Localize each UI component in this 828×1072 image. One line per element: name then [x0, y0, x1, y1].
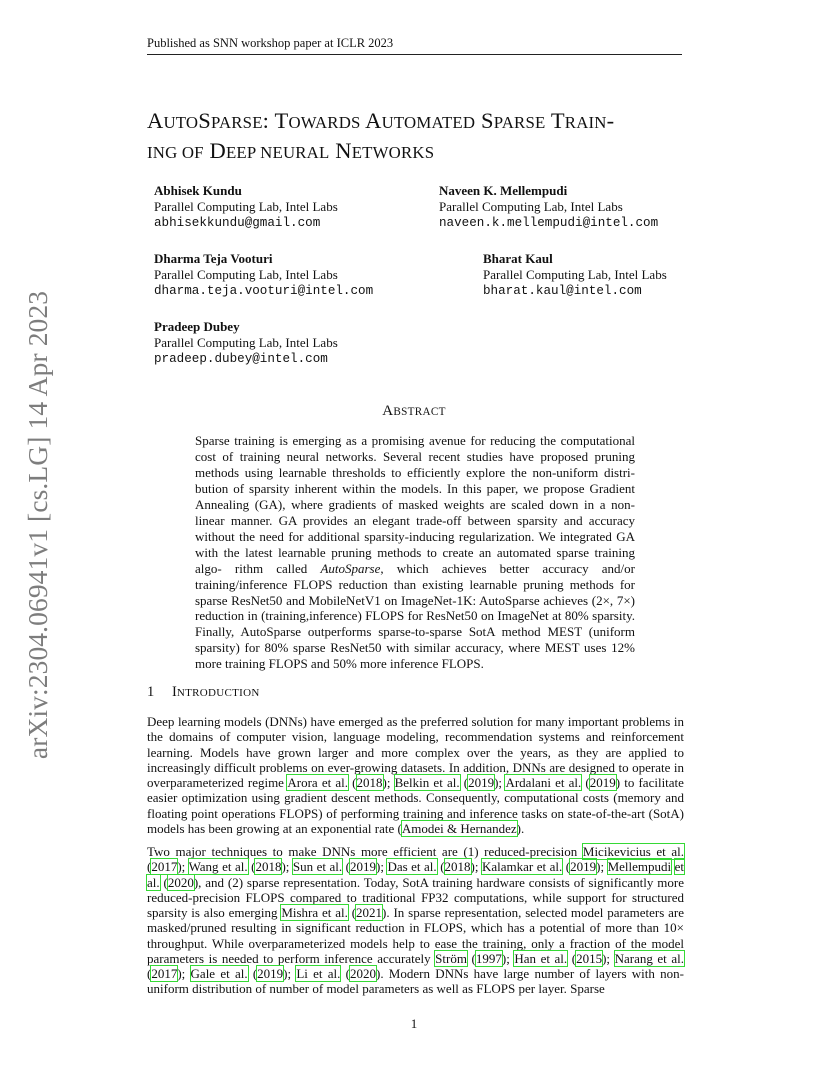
- abstract-line: FLOPS reduction than existing learnable pruning methods for sparse ResNet50: [195, 576, 636, 608]
- text-run: ). In sparse representation, selected model: [382, 905, 604, 920]
- author-block: [154, 319, 338, 368]
- text-run: and floating point operations FLOPS) of performing training and inference tasks on state-of-the-art: [147, 790, 684, 821]
- abstract-line: AutoSparse outperforms sparse-to-sparse SotA method MEST (uniform sparsity): [195, 624, 635, 656]
- running-header: Published as SNN workshop paper at ICLR 2023: [147, 36, 394, 50]
- citation-link[interactable]: 2019: [349, 859, 376, 875]
- text-run: S: [198, 108, 211, 133]
- text-run: ), and (2) sparse representation. Today, SotA training hardware consists of significantly: [193, 874, 654, 890]
- text-run: structured sparsity is also emerging: [147, 889, 685, 920]
- text-run: : T: [262, 108, 289, 133]
- text-run: NTRODUCTION: [176, 687, 260, 699]
- text-run: increasingly difficult problems on ever-growing datasets. In addition, DNNs are designed to operate: [147, 759, 671, 775]
- text-run: PARSE: [493, 113, 546, 132]
- abstract-line: rithm called AutoSparse, which achieves better accuracy and/or training/inference: [195, 560, 635, 592]
- paragraph-line: [147, 745, 684, 760]
- text-run: A: [360, 108, 382, 133]
- citation-link[interactable]: 2017: [151, 859, 178, 875]
- abstract-line: bution of sparsity inherent within the models. In this paper, we propose Gradient: [195, 480, 635, 496]
- text-run: ETWORKS: [351, 143, 435, 162]
- text-run: more reduced-precision FLOPS compared to traditional FP32 computations, while support for: [147, 874, 684, 905]
- page-number: 1: [410, 1016, 418, 1031]
- citation-link[interactable]: et al.: [147, 859, 685, 890]
- text-run: (: [347, 905, 357, 920]
- text-run: BSTRACT: [393, 406, 446, 418]
- text-run: in the domains of computer vision, language modeling, recommendation systems and reinforcement: [147, 714, 684, 745]
- author-affiliation: Parallel Computing Lab, Intel Labs: [154, 335, 338, 351]
- citation-link[interactable]: Han et al.: [514, 950, 568, 966]
- citation-link[interactable]: Kalamkar et al.: [481, 859, 563, 875]
- text-run: );: [470, 859, 482, 875]
- text-run: ).: [516, 820, 525, 836]
- abstract-line: manner. GA provides an elegant trade-off between sparsity and accuracy without: [195, 512, 635, 544]
- author-block: [154, 251, 373, 300]
- text-run: ING OF: [147, 143, 204, 162]
- author-email[interactable]: dharma.teja.vooturi@intel.com: [154, 284, 374, 299]
- citation-link[interactable]: 2020: [167, 874, 194, 890]
- author-block: [439, 183, 658, 232]
- section-heading: [147, 684, 260, 701]
- citation-link[interactable]: 2019: [589, 775, 616, 790]
- intro-paragraph-1: [147, 714, 684, 836]
- text-run: (: [340, 966, 350, 981]
- text-run: (: [247, 966, 258, 981]
- text-run: UTOMATED: [381, 113, 476, 132]
- text-run: );: [375, 859, 388, 875]
- citation-link[interactable]: Gale et al.: [190, 966, 248, 981]
- citation-link[interactable]: 2018: [444, 859, 471, 875]
- text-run: );: [281, 859, 293, 875]
- abstract-line: methods using learnable thresholds to efficiently explore the non-uniform distri-: [195, 464, 635, 480]
- text-run: (: [436, 859, 445, 875]
- abstract-line: (training,inference) FLOPS for ResNet50 on ImageNet at 80% sparsity. Finally,: [195, 608, 635, 640]
- citation-link[interactable]: 1997: [475, 950, 502, 966]
- text-run: (: [581, 775, 590, 790]
- citation-link[interactable]: 2020: [349, 966, 376, 981]
- text-run: T: [545, 108, 565, 133]
- author-email[interactable]: bharat.kaul@intel.com: [483, 284, 642, 299]
- citation-link[interactable]: 2019: [570, 859, 597, 875]
- text-run: in overparameterized regime: [147, 759, 685, 790]
- citation-link[interactable]: Li et al.: [296, 966, 341, 981]
- text-run: (: [147, 966, 152, 981]
- text-run: with non-uniform distribution of number of model parameters as well as FLOPS per layer. Sparse: [147, 966, 684, 997]
- text-run: (SotA) models has been growing at an exponential rate (: [147, 805, 684, 836]
- text-run: (: [342, 859, 350, 875]
- author-name: Pradeep Dubey: [154, 319, 240, 334]
- text-run: learning. Models have grown larger and more complex over the years, as they are applied to: [147, 744, 684, 760]
- citation-link[interactable]: Ström: [435, 950, 467, 966]
- text-run: ). Modern DNNs have large number of layers: [375, 966, 627, 981]
- text-run: -: [606, 108, 615, 133]
- abstract-line: cost of training neural networks. Several recent studies have proposed pruning: [195, 448, 635, 464]
- text-run: (: [247, 859, 256, 875]
- text-run: D: [203, 138, 226, 163]
- citation-link[interactable]: 2019: [257, 966, 284, 981]
- text-run: (: [466, 950, 476, 966]
- abstract-body: [195, 433, 635, 672]
- text-run: );: [382, 775, 395, 790]
- citation-link[interactable]: Mellempudi: [607, 859, 672, 875]
- author-name: Bharat Kaul: [483, 251, 553, 266]
- text-run: (: [147, 859, 152, 875]
- citation-link[interactable]: Ardalani et al.: [505, 775, 582, 790]
- author-block: [483, 251, 667, 300]
- text-run: Two major techniques to make DNNs more efficient are (1) reduced-precision: [147, 844, 583, 859]
- citation-link[interactable]: 2015: [576, 950, 603, 966]
- abstract-line: the latest learnable pruning methods to create an automated sparse training algo-: [195, 544, 635, 576]
- header-rule: [147, 54, 682, 55]
- author-name: Abhisek Kundu: [154, 183, 242, 198]
- text-run: );: [494, 775, 506, 790]
- text-run: ) to facilitate: [615, 775, 684, 790]
- text-run: );: [177, 859, 189, 875]
- paragraph-line: [147, 760, 670, 775]
- author-affiliation: Parallel Computing Lab, Intel Labs: [483, 267, 667, 283]
- author-email[interactable]: naveen.k.mellempudi@intel.com: [439, 216, 659, 231]
- section-number: 1: [147, 684, 155, 700]
- abstract-line: Annealing (GA), where gradients of masked weights are scaled down in a non-linear: [195, 496, 635, 528]
- citation-link[interactable]: Arora et al.: [287, 775, 349, 790]
- citation-link[interactable]: 2017: [151, 966, 178, 981]
- abstract-line: and MobileNetV1 on ImageNet-1K: AutoSparse achieves (2×, 7×) reduction in: [195, 592, 635, 624]
- citation-link[interactable]: 2018: [356, 775, 383, 790]
- abstract-line: for 80% sparse ResNet50 with similar accuracy, where MEST uses 12% more: [195, 640, 635, 672]
- text-run: (: [159, 874, 168, 890]
- abstract-heading: [0, 403, 828, 420]
- citation-link[interactable]: Belkin et al.: [394, 775, 460, 790]
- paragraph-line: [147, 714, 670, 729]
- text-run: (: [562, 859, 571, 875]
- text-run: OWARDS: [288, 113, 361, 132]
- author-email[interactable]: pradeep.dubey@intel.com: [154, 352, 328, 367]
- text-run: (: [459, 775, 469, 790]
- author-name: Naveen K. Mellempudi: [439, 183, 568, 198]
- text-run: Deep learning models (DNNs) have emerged as the preferred solution for many important problems: [147, 714, 671, 729]
- abstract-line: the need for additional sparsity-inducing regularization. We integrated GA with: [195, 528, 635, 560]
- intro-paragraph-2: [147, 844, 684, 997]
- author-block: [154, 183, 338, 232]
- text-run: A: [382, 403, 394, 419]
- arxiv-stamp: [20, 290, 56, 760]
- author-affiliation: Parallel Computing Lab, Intel Labs: [439, 199, 623, 215]
- text-run: );: [283, 966, 297, 981]
- text-run: RAIN: [564, 113, 607, 132]
- citation-link[interactable]: 2021: [356, 905, 383, 920]
- citation-link[interactable]: Das et al.: [387, 859, 437, 875]
- text-run: );: [177, 966, 191, 981]
- author-affiliation: Parallel Computing Lab, Intel Labs: [154, 267, 338, 283]
- paragraph-line: [147, 844, 684, 859]
- text-run: EEP NEURAL: [225, 143, 330, 162]
- abstract-line: Sparse training is emerging as a promising avenue for reducing the computational: [195, 433, 635, 448]
- text-run: );: [596, 859, 608, 875]
- arxiv-stamp-text: arXiv:2304.06941v1 [cs.LG] 14 Apr 2023: [22, 290, 53, 760]
- citation-link[interactable]: Wang et al.: [188, 859, 248, 875]
- text-run: );: [501, 950, 515, 966]
- citation-link[interactable]: 2019: [468, 775, 495, 790]
- section-title: [172, 684, 260, 700]
- abstract-line: training FLOPS and 50% more inference FLOPS.: [224, 656, 484, 672]
- author-email[interactable]: abhisekkundu@gmail.com: [154, 216, 321, 231]
- text-run: more than 10× throughput. While overparameterized models help to ease the training, only a fraction: [147, 920, 685, 951]
- citation-link[interactable]: Micikevicius et al.: [582, 844, 684, 859]
- text-run: PARSE: [210, 113, 263, 132]
- paragraph-line: [147, 859, 671, 874]
- text-run: N: [329, 138, 352, 163]
- text-run: (: [567, 950, 577, 966]
- text-run: );: [602, 950, 611, 966]
- text-run: S: [475, 108, 494, 133]
- text-run: UTO: [163, 113, 199, 132]
- author-affiliation: Parallel Computing Lab, Intel Labs: [154, 199, 338, 215]
- citation-link[interactable]: Narang et al.: [614, 950, 684, 966]
- paper-title: [147, 107, 692, 167]
- text-run: parameters are masked/pruned resulting in significant reduction in FLOPS, which has a potential of: [147, 905, 685, 936]
- citation-link[interactable]: Sun et al.: [292, 859, 343, 875]
- citation-link[interactable]: Mishra et al.: [281, 905, 348, 920]
- text-run: (: [348, 775, 357, 790]
- citation-link[interactable]: Amodei & Hernandez: [401, 820, 517, 836]
- text-run: I: [172, 684, 177, 700]
- paragraph-line: [147, 790, 661, 805]
- citation-link[interactable]: 2018: [255, 859, 282, 875]
- text-run: of the model parameters is needed to perform inference accurately: [147, 935, 684, 966]
- author-name: Dharma Teja Vooturi: [154, 251, 273, 266]
- text-run: easier optimization using gradient descent methods. Consequently, computational costs (memory: [147, 790, 661, 806]
- text-run: A: [147, 108, 164, 133]
